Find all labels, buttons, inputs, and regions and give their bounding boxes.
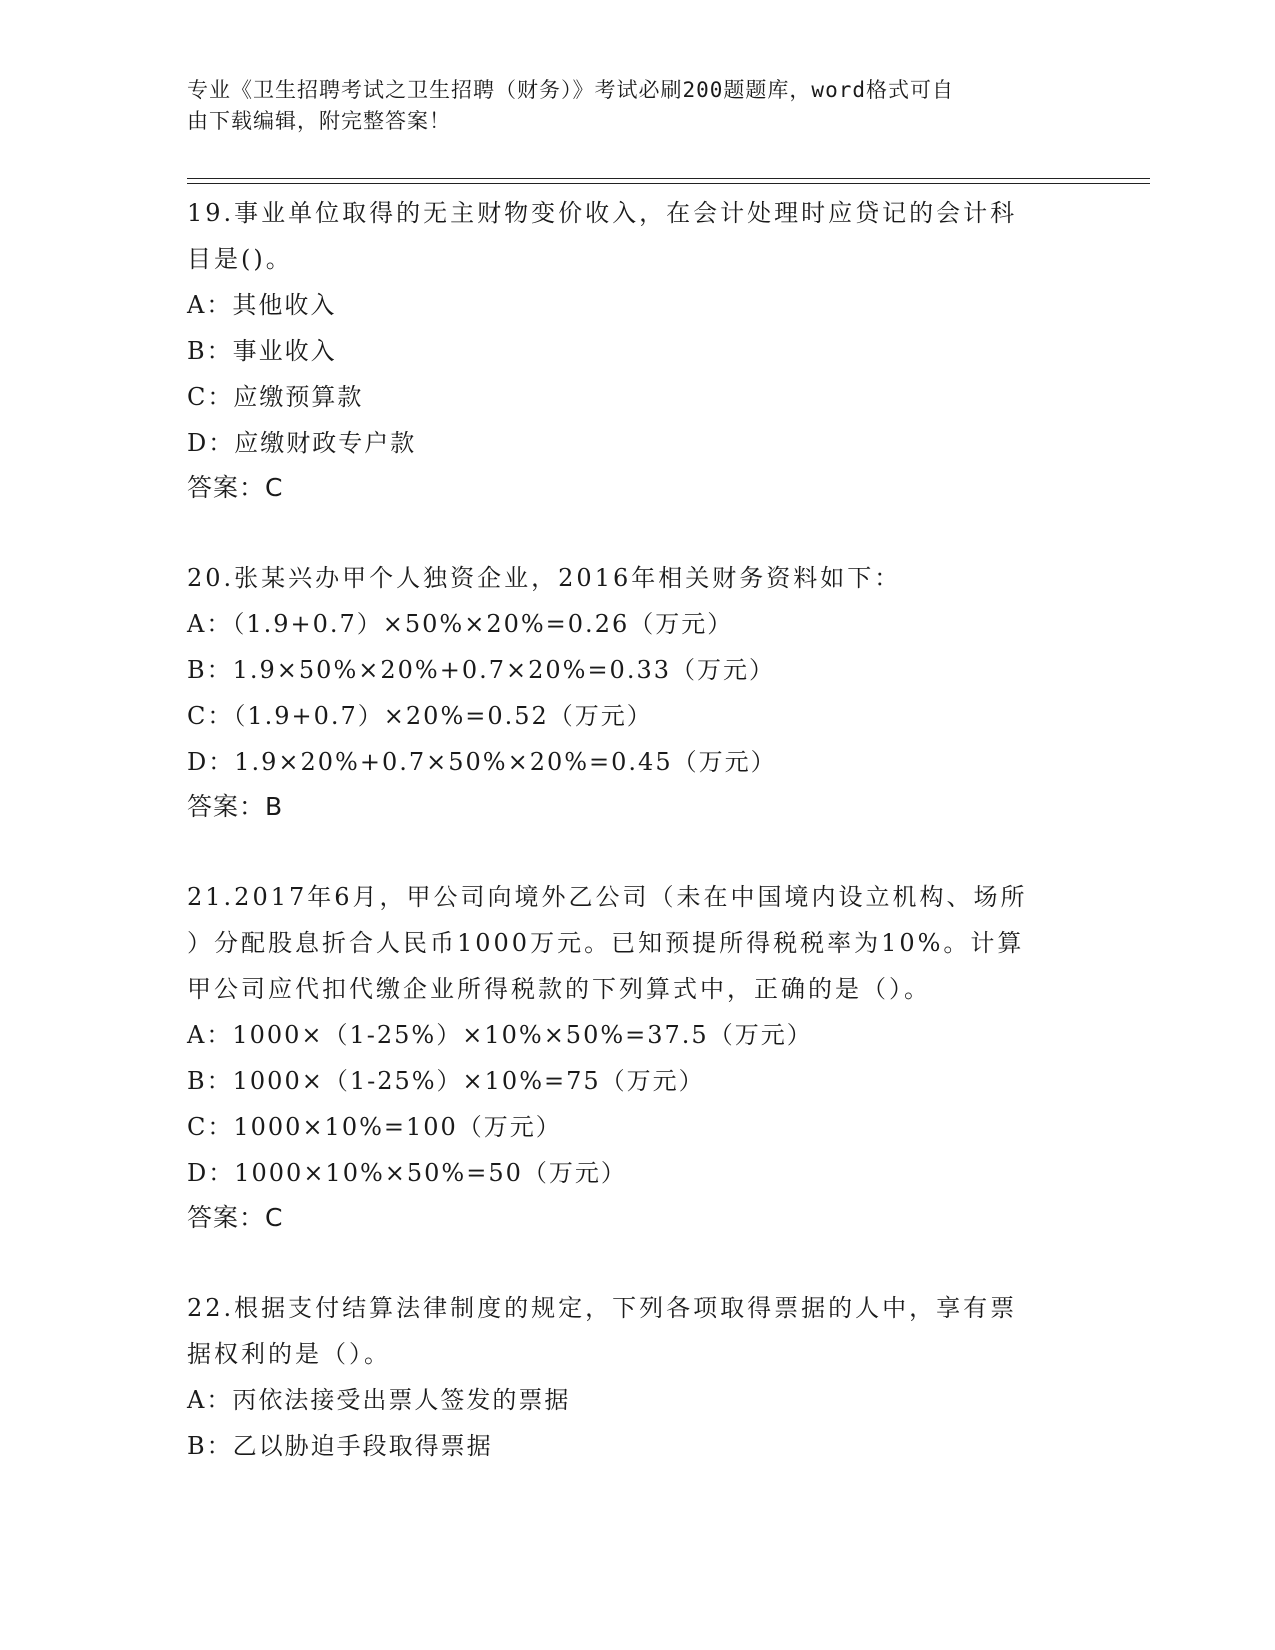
option-a: A：其他收入	[187, 291, 337, 319]
option-b: B：1.9×50%×20%+0.7×20%=0.33（万元）	[187, 656, 775, 684]
option-c: C：应缴预算款	[187, 383, 364, 411]
header-divider-top	[187, 178, 1150, 179]
option-a: A：1000×（1-25%）×10%×50%=37.5（万元）	[187, 1021, 813, 1049]
document-header	[187, 75, 1067, 137]
option-b: B：乙以胁迫手段取得票据	[187, 1432, 493, 1460]
question-stem-line: 21.2017年6月，甲公司向境外乙公司（未在中国境内设立机构、场所	[187, 883, 1028, 911]
question-list	[187, 190, 1087, 1469]
header-divider-bottom	[187, 183, 1150, 184]
option-c: C：（1.9+0.7）×20%=0.52（万元）	[187, 702, 653, 730]
header-line-1: 专业《卫生招聘考试之卫生招聘（财务）》考试必刷200题题库，word格式可自	[187, 78, 954, 102]
option-d: D：应缴财政专户款	[187, 429, 417, 457]
header-line-2: 由下载编辑，附完整答案！	[187, 109, 451, 133]
option-a: A：丙依法接受出票人签发的票据	[187, 1386, 571, 1414]
question-19	[187, 190, 1087, 510]
option-b: B：事业收入	[187, 337, 337, 365]
question-stem-line: 20.张某兴办甲个人独资企业，2016年相关财务资料如下：	[187, 564, 902, 592]
answer-line: 答案：C	[187, 473, 284, 502]
option-a: A：（1.9+0.7）×50%×20%=0.26（万元）	[187, 610, 734, 638]
answer-line: 答案：C	[187, 1203, 284, 1232]
option-d: D：1000×10%×50%=50（万元）	[187, 1159, 627, 1187]
option-b: B：1000×（1-25%）×10%=75（万元）	[187, 1067, 705, 1095]
question-21	[187, 874, 1087, 1240]
answer-line: 答案：B	[187, 792, 284, 821]
question-stem-line: 据权利的是（）。	[187, 1340, 391, 1368]
question-stem-line: 22.根据支付结算法律制度的规定，下列各项取得票据的人中，享有票	[187, 1294, 1018, 1322]
question-stem-line: 目是()。	[187, 245, 293, 273]
option-c: C：1000×10%=100（万元）	[187, 1113, 562, 1141]
question-22	[187, 1285, 1087, 1469]
option-d: D：1.9×20%+0.7×50%×20%=0.45（万元）	[187, 748, 777, 776]
question-stem-line: 19.事业单位取得的无主财物变价收入，在会计处理时应贷记的会计科	[187, 199, 1018, 227]
question-20	[187, 555, 1087, 829]
question-stem-line: ）分配股息折合人民币1000万元。已知预提所得税税率为10%。计算	[187, 929, 1025, 957]
question-stem-line: 甲公司应代扣代缴企业所得税款的下列算式中，正确的是（）。	[187, 975, 931, 1003]
